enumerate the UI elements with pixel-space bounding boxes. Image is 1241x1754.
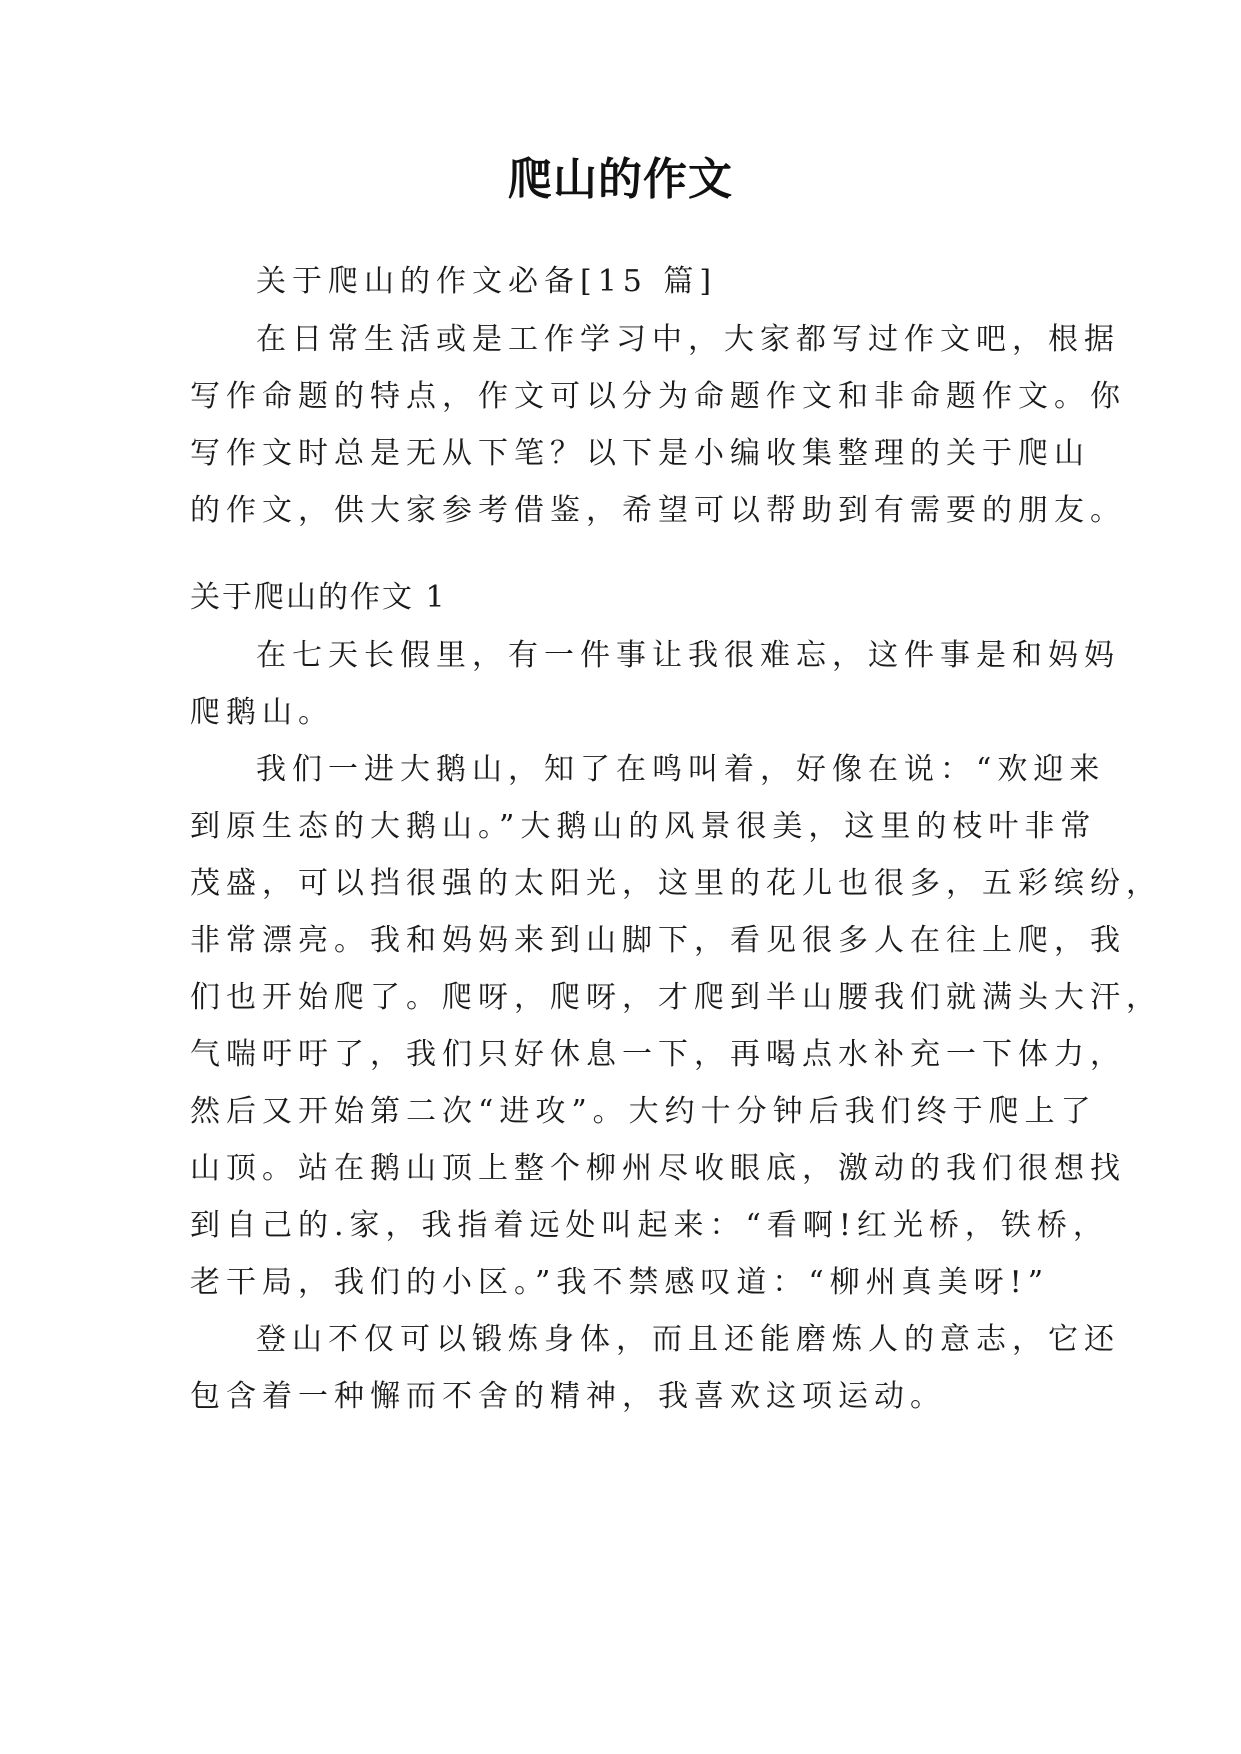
paragraph-line: 到原生态的大鹅山。”大鹅山的风景很美，这里的枝叶非常 <box>190 809 1097 844</box>
paragraph-line: 非常漂亮。我和妈妈来到山脚下，看见很多人在往上爬，我 <box>190 923 1126 958</box>
intro-line: 的作文，供大家参考借鉴，希望可以帮助到有需要的朋友。 <box>190 493 1126 528</box>
paragraph-line: 山顶。站在鹅山顶上整个柳州尽收眼底，激动的我们很想找 <box>190 1151 1126 1186</box>
paragraph-line: 我们一进大鹅山，知了在鸣叫着，好像在说：“欢迎来 <box>256 752 1106 787</box>
paragraph-line: 气喘吁吁了，我们只好休息一下，再喝点水补充一下体力， <box>190 1037 1126 1072</box>
paragraph-line: 在七天长假里，有一件事让我很难忘，这件事是和妈妈 <box>256 638 1120 673</box>
document-subtitle: 关于爬山的作文必备[15 篇] <box>256 264 718 299</box>
intro-line: 写作文时总是无从下笔？以下是小编收集整理的关于爬山 <box>190 436 1090 471</box>
intro-line: 写作命题的特点，作文可以分为命题作文和非命题作文。你 <box>190 379 1126 414</box>
intro-line: 在日常生活或是工作学习中，大家都写过作文吧，根据 <box>256 322 1120 357</box>
paragraph-line: 茂盛，可以挡很强的太阳光，这里的花儿也很多，五彩缤纷， <box>190 866 1162 901</box>
paragraph-line: 然后又开始第二次“进攻”。大约十分钟后我们终于爬上了 <box>190 1094 1097 1129</box>
paragraph-line: 老干局，我们的小区。”我不禁感叹道：“柳州真美呀!” <box>190 1265 1050 1300</box>
paragraph-line: 们也开始爬了。爬呀，爬呀，才爬到半山腰我们就满头大汗， <box>190 980 1162 1015</box>
paragraph-line: 登山不仅可以锻炼身体，而且还能磨炼人的意志，它还 <box>256 1322 1120 1357</box>
paragraph-line: 爬鹅山。 <box>190 695 334 730</box>
section-heading: 关于爬山的作文 1 <box>190 580 447 615</box>
paragraph-line: 包含着一种懈而不舍的精神，我喜欢这项运动。 <box>190 1379 946 1414</box>
document-title: 爬山的作文 <box>508 154 733 205</box>
paragraph-line: 到自己的.家，我指着远处叫起来：“看啊!红光桥，铁桥， <box>190 1208 1109 1243</box>
